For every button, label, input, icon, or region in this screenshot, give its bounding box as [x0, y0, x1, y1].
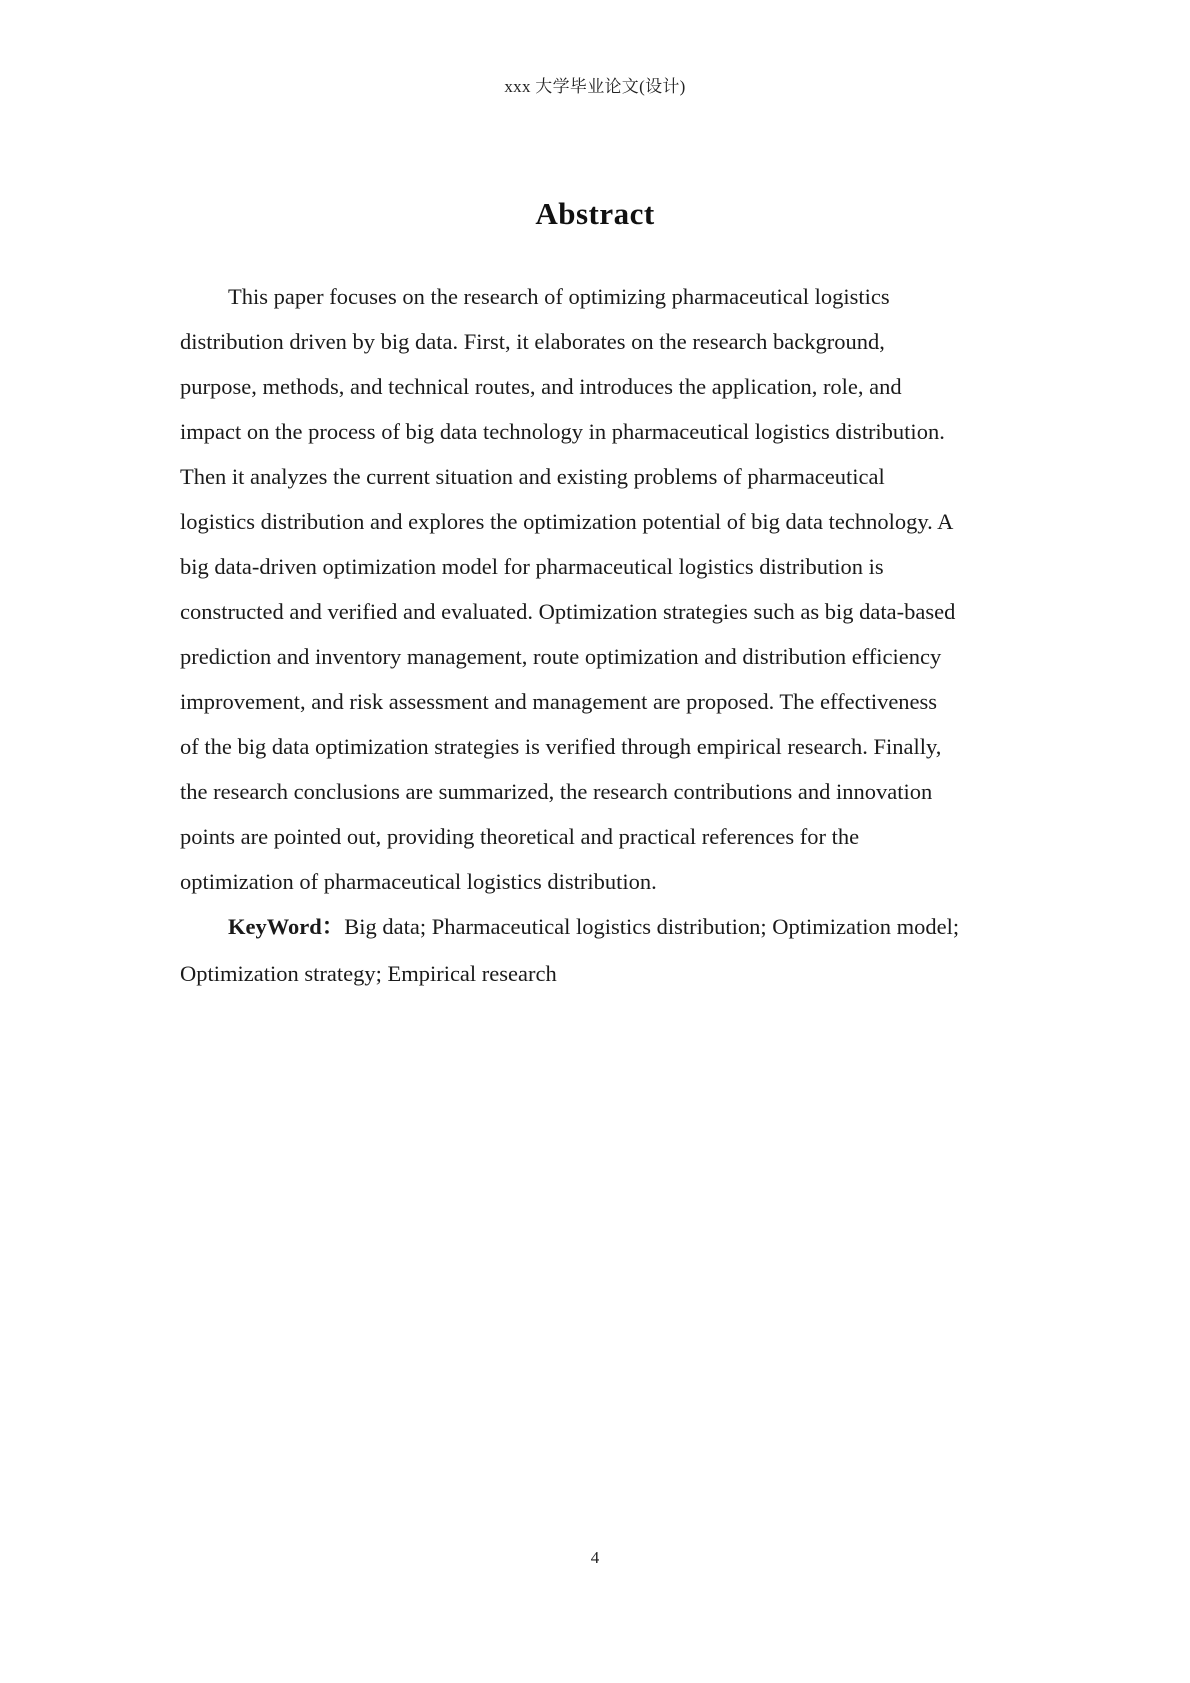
abstract-line: This paper focuses on the research of optimizing pharmaceutical logistics: [228, 284, 890, 309]
abstract-title: Abstract: [535, 196, 655, 231]
abstract-line: of the big data optimization strategies is verified through empirical research. Finally,: [180, 734, 942, 759]
page-number: 4: [590, 1548, 600, 1567]
keywords-text: Big data; Pharmaceutical logistics distribution; Optimization model;: [344, 914, 960, 939]
abstract-line: the research conclusions are summarized, the research contributions and innovation: [180, 779, 933, 804]
abstract-line: points are pointed out, providing theoretical and practical references for the: [180, 824, 860, 849]
abstract-line: improvement, and risk assessment and management are proposed. The effectiveness: [180, 689, 938, 714]
keywords-label: KeyWord：: [228, 914, 345, 939]
abstract-line: logistics distribution and explores the optimization potential of big data technology. A: [180, 509, 954, 534]
abstract-line: distribution driven by big data. First, it elaborates on the research background,: [180, 329, 885, 354]
abstract-line: constructed and verified and evaluated. Optimization strategies such as big data-based: [180, 599, 956, 624]
abstract-line: purpose, methods, and technical routes, and introduces the application, role, and: [180, 374, 902, 399]
abstract-body: [180, 274, 1010, 997]
abstract-line: prediction and inventory management, route optimization and distribution efficiency: [180, 644, 942, 669]
abstract-line: impact on the process of big data technology in pharmaceutical logistics distribution.: [180, 419, 945, 444]
abstract-line: Then it analyzes the current situation and existing problems of pharmaceutical: [180, 464, 885, 489]
abstract-line: optimization of pharmaceutical logistics distribution.: [180, 869, 657, 894]
keywords-line: [180, 903, 1010, 950]
keywords-continuation: Optimization strategy; Empirical research: [180, 961, 557, 986]
abstract-line: big data-driven optimization model for pharmaceutical logistics distribution is: [180, 554, 884, 579]
running-header: xxx 大学毕业论文(设计): [504, 77, 686, 96]
